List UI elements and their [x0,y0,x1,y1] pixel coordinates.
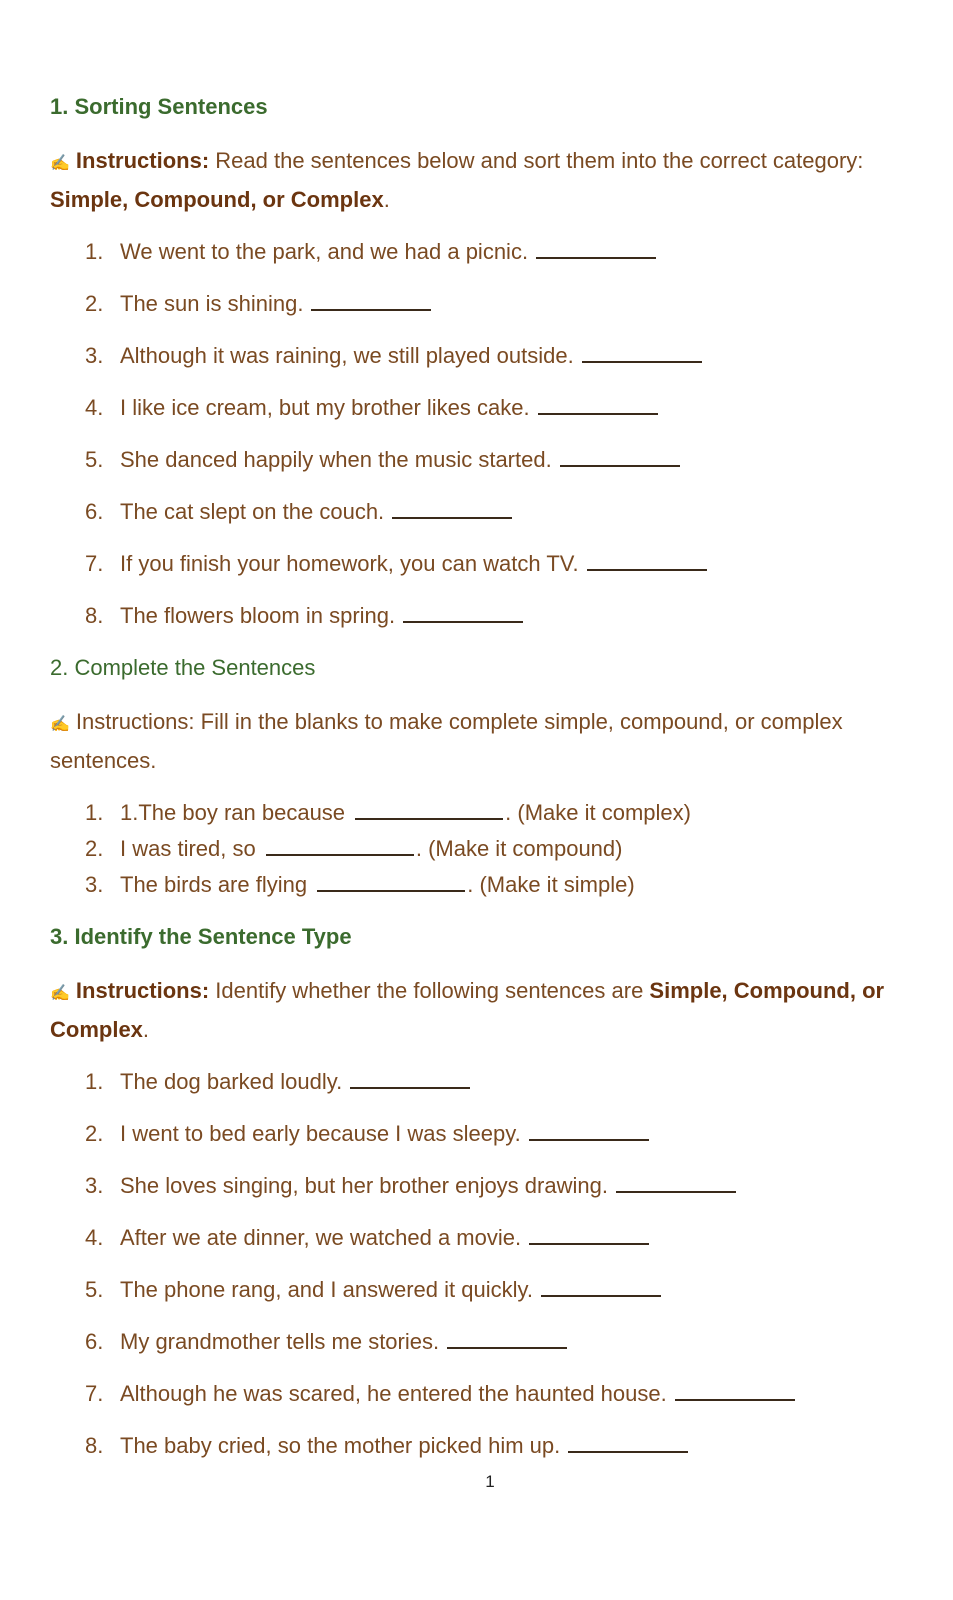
answer-blank[interactable] [560,443,680,467]
item-number: 3. [85,1173,104,1198]
list-item [50,598,920,634]
item-text-after: . (Make it compound) [415,836,623,861]
list-item [50,1064,920,1100]
section1-heading: 1. Sorting Sentences [50,94,268,119]
instructions-bold: Simple, Compound, or Complex [50,978,885,1042]
answer-blank[interactable] [355,796,503,820]
instructions-label: Instructions: [75,978,210,1003]
item-number: 8. [85,1433,104,1458]
answer-blank[interactable] [403,599,523,623]
answer-blank[interactable] [538,391,658,415]
list-item [50,1428,920,1464]
instructions-label: Instructions: [75,148,210,173]
item-text: Although it was raining, we still played outside. [120,343,574,368]
item-text: Although he was scared, he entered the haunted house. [120,1381,667,1406]
instructions-text: Instructions: Fill in the blanks to make complete simple, compound, or complex sentences. [50,709,843,773]
item-text-before: The birds are flying [120,872,308,897]
answer-blank[interactable] [350,1065,470,1089]
item-number: 6. [85,499,104,524]
list-item [50,1376,920,1412]
item-text-after: . (Make it simple) [467,872,635,897]
section3-list [50,1064,920,1464]
item-text-after: . (Make it complex) [505,800,691,825]
answer-blank[interactable] [317,868,465,892]
instructions-bold: Simple, Compound, or Complex [50,187,384,212]
item-text-before: I was tired, so [120,836,256,861]
item-text: She danced happily when the music started. [120,447,552,472]
writing-hand-icon: ✍ [50,716,70,733]
item-number: 5. [85,447,104,472]
list-item [50,1116,920,1152]
answer-blank[interactable] [529,1221,649,1245]
instructions-end: . [142,1017,150,1042]
item-number: 1. [85,800,104,825]
answer-blank[interactable] [616,1169,736,1193]
section1-instructions [50,143,920,218]
item-text: The sun is shining. [120,291,304,316]
answer-blank[interactable] [541,1273,661,1297]
list-item [50,546,920,582]
list-item [50,1220,920,1256]
section3-instructions [50,973,920,1048]
item-text: After we ate dinner, we watched a movie. [120,1225,522,1250]
item-text: My grandmother tells me stories. [120,1329,440,1354]
item-number: 8. [85,603,104,628]
list-item [50,795,920,831]
item-text: If you finish your homework, you can watch TV. [120,551,579,576]
section1-list [50,234,920,634]
list-item [50,234,920,270]
worksheet-page [50,0,920,1480]
answer-blank[interactable] [536,235,656,259]
item-number: 4. [85,1225,104,1250]
item-number: 3. [85,343,104,368]
page-number: 1 [485,1472,495,1491]
list-item [50,1168,920,1204]
list-item [50,390,920,426]
item-number: 5. [85,1277,104,1302]
item-number: 7. [85,551,104,576]
section2-heading: 2. Complete the Sentences [50,655,316,680]
answer-blank[interactable] [568,1429,688,1453]
list-item [50,494,920,530]
item-text-before: 1.The boy ran because [120,800,346,825]
list-item [50,831,920,867]
item-number: 1. [85,239,104,264]
writing-hand-icon: ✍ [50,985,70,1002]
answer-blank[interactable] [392,495,512,519]
item-number: 1. [85,1069,104,1094]
item-number: 2. [85,1121,104,1146]
item-text: The flowers bloom in spring. [120,603,396,628]
answer-blank[interactable] [447,1325,567,1349]
instructions-end: . [383,187,390,212]
writing-hand-icon: ✍ [50,155,70,172]
instructions-text: Identify whether the following sentences are [209,978,650,1003]
section3-heading: 3. Identify the Sentence Type [50,924,352,949]
list-item [50,286,920,322]
list-item [50,338,920,374]
list-item [50,1272,920,1308]
answer-blank[interactable] [529,1117,649,1141]
answer-blank[interactable] [675,1377,795,1401]
item-number: 7. [85,1381,104,1406]
item-text: The cat slept on the couch. [120,499,385,524]
item-number: 2. [85,291,104,316]
item-text: The dog barked loudly. [120,1069,343,1094]
answer-blank[interactable] [266,832,414,856]
item-number: 6. [85,1329,104,1354]
instructions-text: Read the sentences below and sort them into the correct category: [209,148,864,173]
item-text: The baby cried, so the mother picked him up. [120,1433,561,1458]
answer-blank[interactable] [582,339,702,363]
list-item [50,442,920,478]
answer-blank[interactable] [587,547,707,571]
item-text: I went to bed early because I was sleepy. [120,1121,521,1146]
item-text: The phone rang, and I answered it quickly. [120,1277,533,1302]
list-item [50,867,920,903]
answer-blank[interactable] [311,287,431,311]
item-text: She loves singing, but her brother enjoys drawing. [120,1173,608,1198]
section2-list [50,795,920,903]
section2-instructions [50,704,920,779]
item-number: 3. [85,872,104,897]
item-text: I like ice cream, but my brother likes cake. [120,395,530,420]
item-text: We went to the park, and we had a picnic. [120,239,529,264]
item-number: 4. [85,395,104,420]
item-number: 2. [85,836,104,861]
list-item [50,1324,920,1360]
